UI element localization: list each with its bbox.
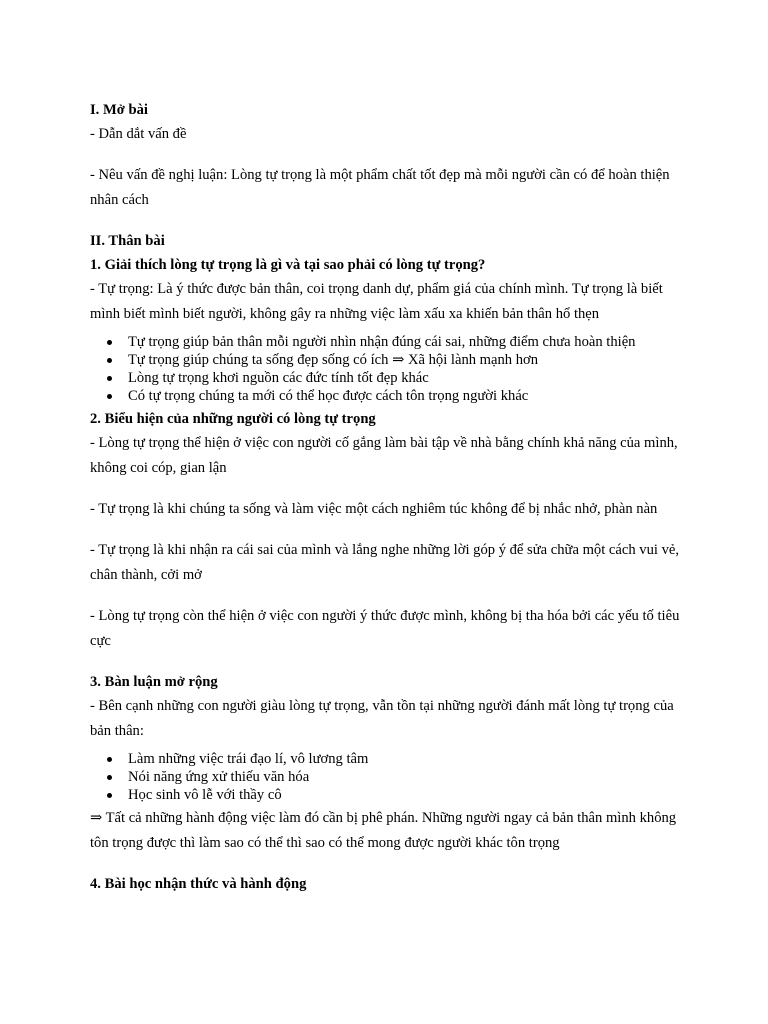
section-heading-intro: I. Mở bài bbox=[90, 102, 148, 118]
list-item bbox=[128, 369, 684, 387]
list-item-text: Tự trọng giúp chúng ta sống đẹp sống có ích ⇒ Xã hội lành mạnh hơn bbox=[128, 352, 539, 368]
bullet-icon bbox=[107, 757, 112, 762]
list-item-text: Nói năng ứng xử thiếu văn hóa bbox=[128, 769, 310, 785]
subsection-heading-3: 3. Bàn luận mở rộng bbox=[90, 674, 218, 690]
list-item-text: Lòng tự trọng khơi nguồn các đức tính tốt đẹp khác bbox=[128, 370, 429, 386]
bullet-icon bbox=[107, 394, 112, 399]
paragraph: - Lòng tự trọng còn thể hiện ở việc con người ý thức được mình, không bị tha hóa bởi các yếu tố tiêu cực bbox=[90, 608, 680, 649]
list-item bbox=[128, 786, 684, 804]
list-item-text: Học sinh vô lễ với thầy cô bbox=[128, 787, 282, 803]
bullet-icon bbox=[107, 793, 112, 798]
bullet-icon bbox=[107, 340, 112, 345]
bullet-icon bbox=[107, 775, 112, 780]
list-item bbox=[128, 333, 684, 351]
subsection-heading-4: 4. Bài học nhận thức và hành động bbox=[90, 876, 307, 892]
bullet-icon bbox=[107, 358, 112, 363]
list-item bbox=[128, 387, 684, 405]
list-item-text: Làm những việc trái đạo lí, vô lương tâm bbox=[128, 751, 369, 767]
paragraph: - Tự trọng là khi nhận ra cái sai của mình và lắng nghe những lời góp ý để sửa chữa một cách vui vẻ, chân thành, cởi mở bbox=[90, 542, 680, 583]
paragraph: - Tự trọng là khi chúng ta sống và làm việc một cách nghiêm túc không để bị nhắc nhở, phàn nàn bbox=[90, 501, 658, 517]
subsection-heading-2: 2. Biểu hiện của những người có lòng tự trọng bbox=[90, 411, 376, 427]
list-item-text: Tự trọng giúp bản thân mỗi người nhìn nhận đúng cái sai, những điểm chưa hoàn thiện bbox=[128, 334, 636, 350]
document-page bbox=[90, 98, 684, 896]
bullet-list bbox=[90, 750, 684, 804]
subsection-heading-1: 1. Giải thích lòng tự trọng là gì và tại sao phải có lòng tự trọng? bbox=[90, 257, 486, 273]
section-heading-body: II. Thân bài bbox=[90, 233, 165, 249]
paragraph: - Tự trọng: Là ý thức được bản thân, coi trọng danh dự, phẩm giá của chính mình. Tự trọng là biết mình biết mình biết người, không gây ra những việc làm xấu xa khiến bản thân hổ thẹn bbox=[90, 281, 663, 322]
paragraph: - Dẫn dắt vấn đề bbox=[90, 126, 187, 142]
bullet-icon bbox=[107, 376, 112, 381]
list-item bbox=[128, 750, 684, 768]
paragraph: ⇒ Tất cả những hành động việc làm đó cần bị phê phán. Những người ngay cả bản thân mình không tôn trọng được thì làm sao có thể thì sao có thể mong được người khác tôn trọng bbox=[90, 810, 677, 851]
list-item bbox=[128, 768, 684, 786]
list-item-text: Có tự trọng chúng ta mới có thể học được cách tôn trọng người khác bbox=[128, 388, 529, 404]
paragraph: - Bên cạnh những con người giàu lòng tự trọng, vẫn tồn tại những người đánh mất lòng tự trọng của bản thân: bbox=[90, 698, 674, 739]
paragraph: - Nêu vấn đề nghị luận: Lòng tự trọng là một phẩm chất tốt đẹp mà mỗi người cần có để hoàn thiện nhân cách bbox=[90, 167, 670, 208]
paragraph: - Lòng tự trọng thể hiện ở việc con người cố gắng làm bài tập về nhà bằng chính khả năng của mình, không coi cóp, gian lận bbox=[90, 435, 678, 476]
list-item bbox=[128, 351, 684, 369]
bullet-list bbox=[90, 333, 684, 405]
